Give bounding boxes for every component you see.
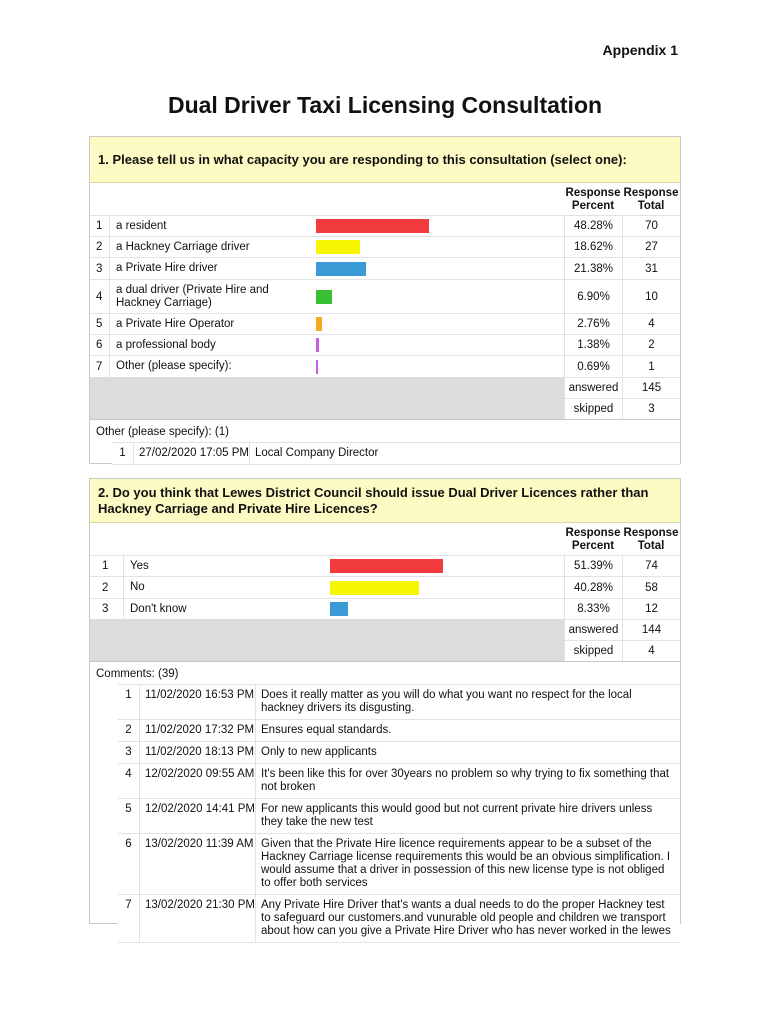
option-label: a resident (116, 219, 167, 232)
option-row (90, 215, 680, 236)
response-row (118, 895, 680, 943)
column-headers (90, 183, 680, 215)
option-percent: 40.28% (564, 577, 622, 598)
option-total: 31 (622, 258, 680, 279)
option-bar (316, 240, 360, 254)
option-number: 2 (90, 237, 110, 257)
option-total: 27 (622, 237, 680, 257)
response-row (118, 834, 680, 895)
response-number: 1 (112, 443, 134, 464)
question-1-summary (90, 377, 680, 419)
option-bar-cell (310, 216, 564, 236)
response-date: 13/02/2020 21:30 PM (140, 895, 256, 942)
answered-label: answered (564, 619, 622, 640)
answered-count: 144 (622, 619, 680, 640)
option-bar (316, 262, 366, 276)
option-bar-cell (310, 314, 564, 334)
question-2-options (90, 555, 680, 619)
option-bar (316, 219, 429, 233)
response-text: Local Company Director (255, 447, 379, 459)
option-number: 3 (90, 258, 110, 279)
option-percent: 18.62% (564, 237, 622, 257)
comments-table (118, 684, 680, 943)
option-bar (330, 559, 443, 573)
option-row (90, 236, 680, 257)
response-number: 1 (118, 685, 140, 719)
option-label: Yes (130, 559, 149, 572)
option-bar (330, 602, 348, 616)
option-number: 3 (90, 599, 124, 619)
option-total: 2 (622, 335, 680, 355)
option-bar-cell (310, 335, 564, 355)
response-number: 6 (118, 834, 140, 894)
response-text: Does it really matter as you will do what you want no respect for the local hackney drivers its disgusting. (261, 689, 632, 714)
option-row (90, 555, 680, 576)
option-bar-cell (310, 356, 564, 377)
response-text: For new applicants this would good but not current private hire drivers unless they take the new test (261, 803, 653, 828)
response-row (118, 799, 680, 834)
option-label: a Private Hire driver (116, 262, 218, 274)
question-1-options (90, 215, 680, 377)
option-label: a Hackney Carriage driver (116, 240, 250, 253)
option-percent: 21.38% (564, 258, 622, 279)
response-text: Ensures equal standards. (261, 724, 392, 736)
skipped-label: skipped (564, 398, 622, 419)
option-label: Don't know (130, 602, 187, 615)
response-text: Any Private Hire Driver that's wants a dual needs to do the proper Hackney test to safeguard our customers.and vunurable old people and children we transport about how can you give a Private Hire Driver who has never worked in the lewes (261, 899, 671, 937)
response-date: 12/02/2020 14:41 PM (140, 799, 256, 833)
option-bar-cell (310, 280, 564, 313)
skipped-count: 3 (622, 398, 680, 419)
option-row (90, 313, 680, 334)
column-headers (90, 523, 680, 555)
response-row (118, 742, 680, 764)
option-bar-cell (310, 258, 564, 279)
option-row (90, 576, 680, 598)
response-text: It's been like this for over 30years no problem so why trying to fix something that not broken (261, 768, 670, 793)
skipped-label: skipped (564, 640, 622, 661)
other-responses-table (112, 442, 680, 465)
response-row (118, 685, 680, 720)
option-total: 74 (622, 556, 680, 576)
response-number: 4 (118, 764, 140, 798)
question-1-title: 1. Please tell us in what capacity you are responding to this consultation (select one): (90, 137, 680, 183)
response-date: 11/02/2020 18:13 PM (140, 742, 256, 763)
response-text: Given that the Private Hire licence requirements appear to be a subset of the Hackney Carriage license requirements this would be an obvious simplification. I would assume that a driver in possession of this new license type is not obliged to offer both services (261, 838, 671, 889)
response-date: 11/02/2020 17:32 PM (140, 720, 256, 741)
option-number: 5 (90, 314, 110, 334)
col-response-percent: Response Percent (565, 187, 621, 212)
option-row (90, 257, 680, 279)
option-bar-cell (324, 556, 564, 576)
option-number: 1 (90, 216, 110, 236)
option-row (90, 279, 680, 313)
option-percent: 8.33% (564, 599, 622, 619)
option-label: Other (please specify): (116, 360, 232, 372)
option-row (90, 334, 680, 355)
option-percent: 2.76% (564, 314, 622, 334)
option-bar-cell (324, 577, 564, 598)
col-response-total: Response Total (623, 527, 679, 552)
question-1-panel (89, 136, 681, 464)
response-number: 2 (118, 720, 140, 741)
response-number: 3 (118, 742, 140, 763)
option-bar (316, 317, 322, 331)
option-label: a professional body (116, 338, 216, 351)
option-total: 1 (622, 356, 680, 377)
col-response-total: Response Total (623, 187, 679, 212)
option-bar (330, 581, 419, 595)
response-date: 11/02/2020 16:53 PM (140, 685, 256, 719)
option-total: 10 (622, 280, 680, 313)
option-number: 4 (90, 280, 110, 313)
response-date: 12/02/2020 09:55 AM (140, 764, 256, 798)
other-responses-heading: Other (please specify): (1) (90, 419, 680, 442)
option-total: 70 (622, 216, 680, 236)
option-row (90, 355, 680, 377)
page-title: Dual Driver Taxi Licensing Consultation (167, 92, 603, 118)
option-total: 58 (622, 577, 680, 598)
col-response-percent: Response Percent (565, 527, 621, 552)
option-bar (316, 338, 319, 352)
option-bar-cell (310, 237, 564, 257)
question-2-panel (89, 478, 681, 937)
option-percent: 6.90% (564, 280, 622, 313)
option-total: 4 (622, 314, 680, 334)
response-number: 7 (118, 895, 140, 942)
response-number: 5 (118, 799, 140, 833)
response-date: 13/02/2020 11:39 AM (140, 834, 256, 894)
question-2-summary (90, 619, 680, 661)
option-total: 12 (622, 599, 680, 619)
option-number: 1 (90, 556, 124, 576)
answered-label: answered (564, 377, 622, 398)
option-label: a Private Hire Operator (116, 317, 235, 330)
option-bar-cell (324, 599, 564, 619)
option-percent: 1.38% (564, 335, 622, 355)
option-percent: 0.69% (564, 356, 622, 377)
comments-heading: Comments: (39) (90, 661, 680, 684)
option-number: 6 (90, 335, 110, 355)
response-row (112, 443, 680, 465)
answered-count: 145 (622, 377, 680, 398)
option-bar (316, 290, 332, 304)
response-row (118, 764, 680, 799)
option-bar (316, 360, 318, 374)
option-row (90, 598, 680, 619)
option-label: No (130, 581, 145, 593)
option-number: 2 (90, 577, 124, 598)
response-text: Only to new applicants (261, 746, 377, 758)
appendix-label: Appendix 1 (602, 42, 678, 58)
option-label: a dual driver (Private Hire and Hackney Carriage) (116, 283, 269, 309)
question-2-title: 2. Do you think that Lewes District Council should issue Dual Driver Licences rather than Hackney Carriage and Private Hire Licences? (90, 479, 680, 523)
skipped-count: 4 (622, 640, 680, 661)
option-number: 7 (90, 356, 110, 377)
response-date: 27/02/2020 17:05 PM (134, 443, 250, 464)
response-row (118, 720, 680, 742)
option-percent: 48.28% (564, 216, 622, 236)
option-percent: 51.39% (564, 556, 622, 576)
